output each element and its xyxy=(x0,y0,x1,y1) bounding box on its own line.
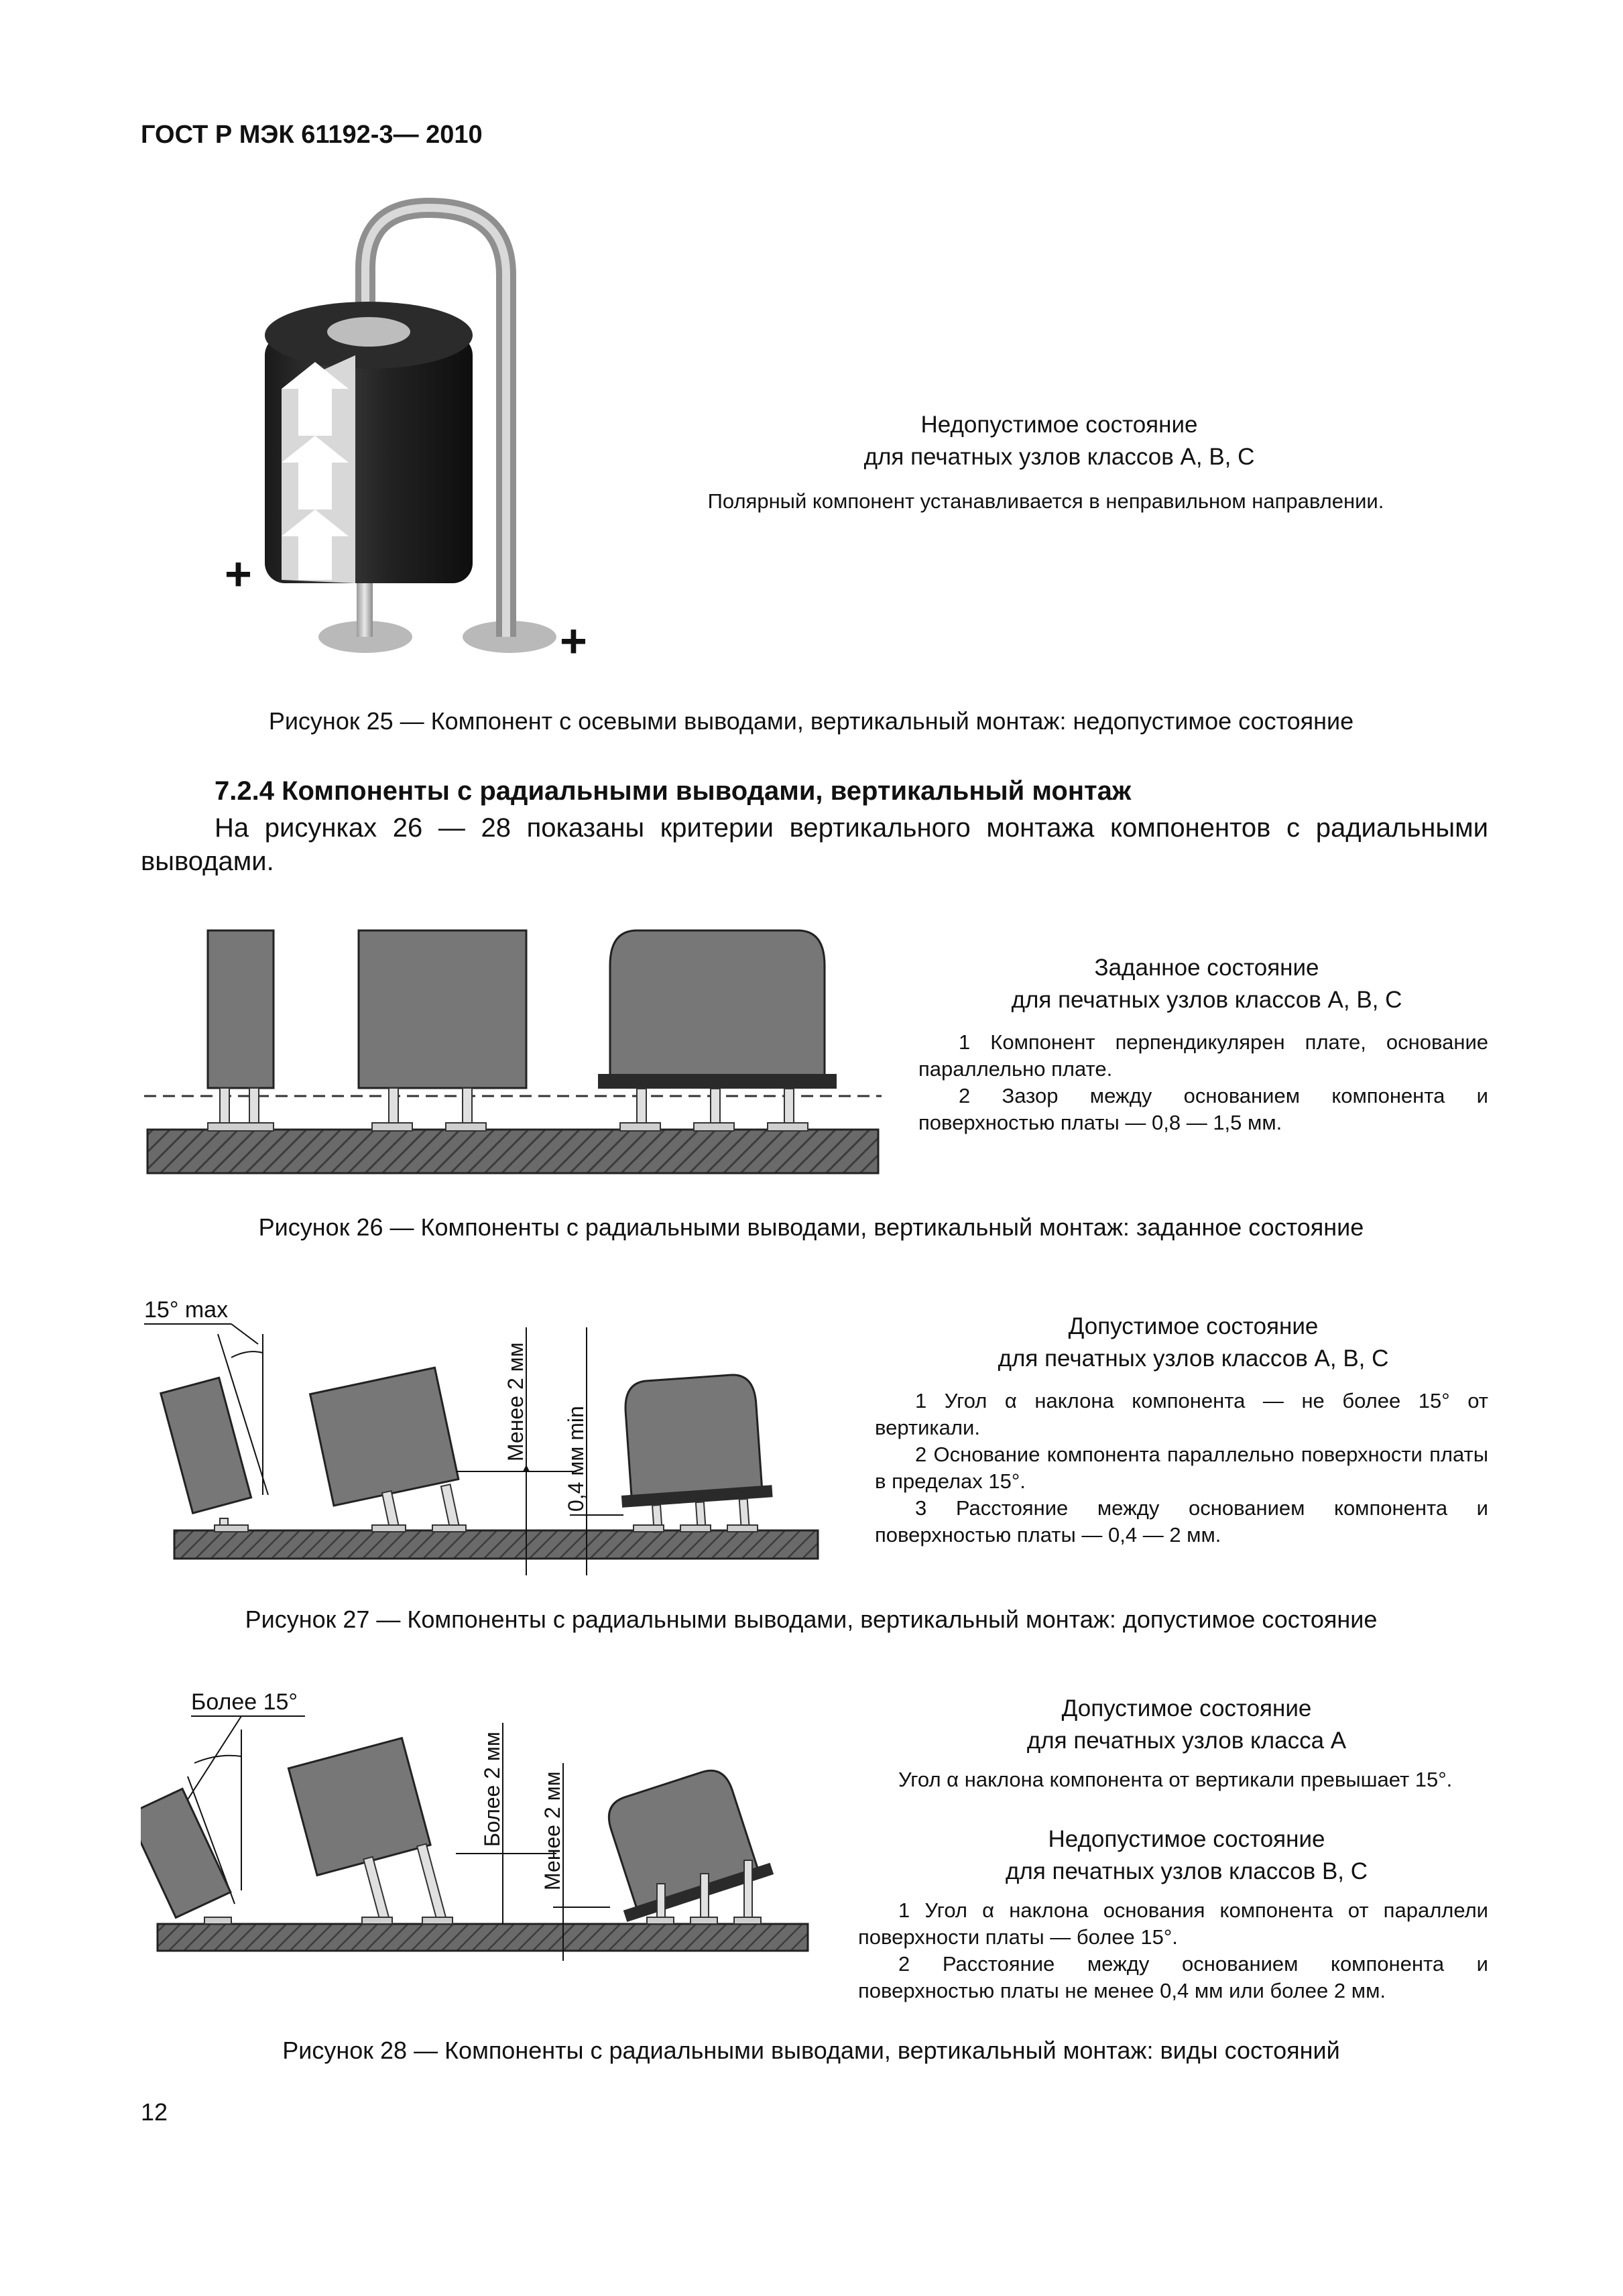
fig26-state-title xyxy=(925,952,1488,1016)
fig27-note-1: 1 Угол α наклона компонента — не более 15° от вертикали. xyxy=(875,1389,1488,1439)
component-can xyxy=(610,930,825,1079)
fig25-state-title-line2: для печатных узлов классов А, В, С xyxy=(863,444,1255,470)
figure-25-illustration xyxy=(201,194,617,677)
plus-right-icon: + xyxy=(560,615,587,667)
pcb-board xyxy=(174,1530,818,1559)
less-2mm-label: Менее 2 мм xyxy=(503,1342,528,1461)
fig28-state-a-title xyxy=(892,1693,1482,1757)
component-narrow xyxy=(208,930,274,1088)
component-tilted-2 xyxy=(310,1368,459,1506)
fig27-state-title-line1: Допустимое состояние xyxy=(1068,1313,1319,1339)
page-number: 12 xyxy=(141,2098,168,2126)
plus-left-icon: + xyxy=(225,548,252,600)
fig28-caption: Рисунок 28 — Компоненты с радиальными выводами, вертикальный монтаж: виды состояний xyxy=(282,2037,1340,2064)
fig27-caption: Рисунок 27 — Компоненты с радиальными выводами, вертикальный монтаж: допустимое состояние xyxy=(245,1606,1378,1633)
fig27-state-title-line2: для печатных узлов классов А, В, С xyxy=(998,1345,1389,1372)
more-2mm-label: Более 2 мм xyxy=(480,1732,504,1847)
fig28-note-2: 2 Расстояние между основанием компонента и поверхностью платы не менее 0,4 мм или более 2 мм. xyxy=(858,1952,1488,2002)
fig28-state-bc-title-line1: Недопустимое состояние xyxy=(1048,1826,1325,1852)
fig25-state-title-line1: Недопустимое состояние xyxy=(920,412,1198,438)
component-can-tilted xyxy=(603,1765,758,1910)
component-can-tilted xyxy=(623,1374,762,1500)
fig27-note-3: 3 Расстояние между основанием компонента и поверхностью платы — 0,4 — 2 мм. xyxy=(875,1496,1488,1547)
fig27-note-2: 2 Основание компонента параллельно поверхности платы в пределах 15°. xyxy=(875,1443,1488,1493)
fig28-state-a-title-line1: Допустимое состояние xyxy=(1061,1695,1312,1721)
min-04mm-label: 0,4 мм min xyxy=(564,1406,588,1512)
fig25-state-title xyxy=(697,409,1421,473)
fig27-state-title xyxy=(898,1311,1488,1375)
pcb-board xyxy=(158,1924,808,1951)
section-heading: 7.2.4 Компоненты с радиальными выводами, вертикальный монтаж xyxy=(215,776,1132,806)
pcb-board xyxy=(147,1130,878,1173)
fig26-caption: Рисунок 26 — Компоненты с радиальными выводами, вертикальный монтаж: заданное состояние xyxy=(258,1213,1364,1241)
section-paragraph: На рисунках 26 — 28 показаны критерии вертикального монтажа компонентов с радиальными выводами. xyxy=(141,813,1488,876)
fig26-notes xyxy=(918,1029,1488,1136)
figure-27-illustration xyxy=(141,1294,831,1575)
fig28-state-a-note-block xyxy=(858,1766,1488,1793)
fig26-note-2: 2 Зазор между основанием компонента и поверхностью платы — 0,8 — 1,5 мм. xyxy=(918,1084,1488,1134)
fig26-state-title-line1: Заданное состояние xyxy=(1094,955,1319,981)
fig25-note: Полярный компонент устанавливается в неправильном направлении. xyxy=(707,489,1384,513)
document-code: ГОСТ Р МЭК 61192-3— 2010 xyxy=(141,121,483,149)
fig28-state-bc-title-line2: для печатных узлов классов В, С xyxy=(1005,1858,1368,1884)
less-2mm-label: Менее 2 мм xyxy=(540,1771,564,1890)
fig28-note-1: 1 Угол α наклона основания компонента от параллели поверхности платы — более 15°. xyxy=(858,1898,1488,1949)
angle-label: 15° max xyxy=(144,1297,229,1323)
component-raised xyxy=(288,1738,430,1876)
angle-label: Более 15° xyxy=(191,1689,298,1715)
fig26-note-1: 1 Компонент перпендикулярен плате, основание параллельно плате. xyxy=(918,1030,1488,1081)
fig28-state-bc-title xyxy=(892,1823,1482,1888)
figure-26-illustration xyxy=(141,918,885,1180)
fig28-state-a-title-line2: для печатных узлов класса А xyxy=(1026,1728,1347,1754)
figure-28-illustration xyxy=(141,1689,818,1971)
fig26-state-title-line2: для печатных узлов классов А, В, С xyxy=(1011,987,1402,1013)
fig28-state-a-note: Угол α наклона компонента от вертикали превышает 15°. xyxy=(898,1768,1453,1791)
fig27-notes xyxy=(875,1388,1488,1549)
fig28-notes xyxy=(858,1897,1488,2004)
component-tilted-1 xyxy=(141,1789,231,1917)
component-square xyxy=(359,930,526,1088)
fig25-caption: Рисунок 25 — Компонент с осевыми выводами, вертикальный монтаж: недопустимое состояние xyxy=(268,707,1354,735)
